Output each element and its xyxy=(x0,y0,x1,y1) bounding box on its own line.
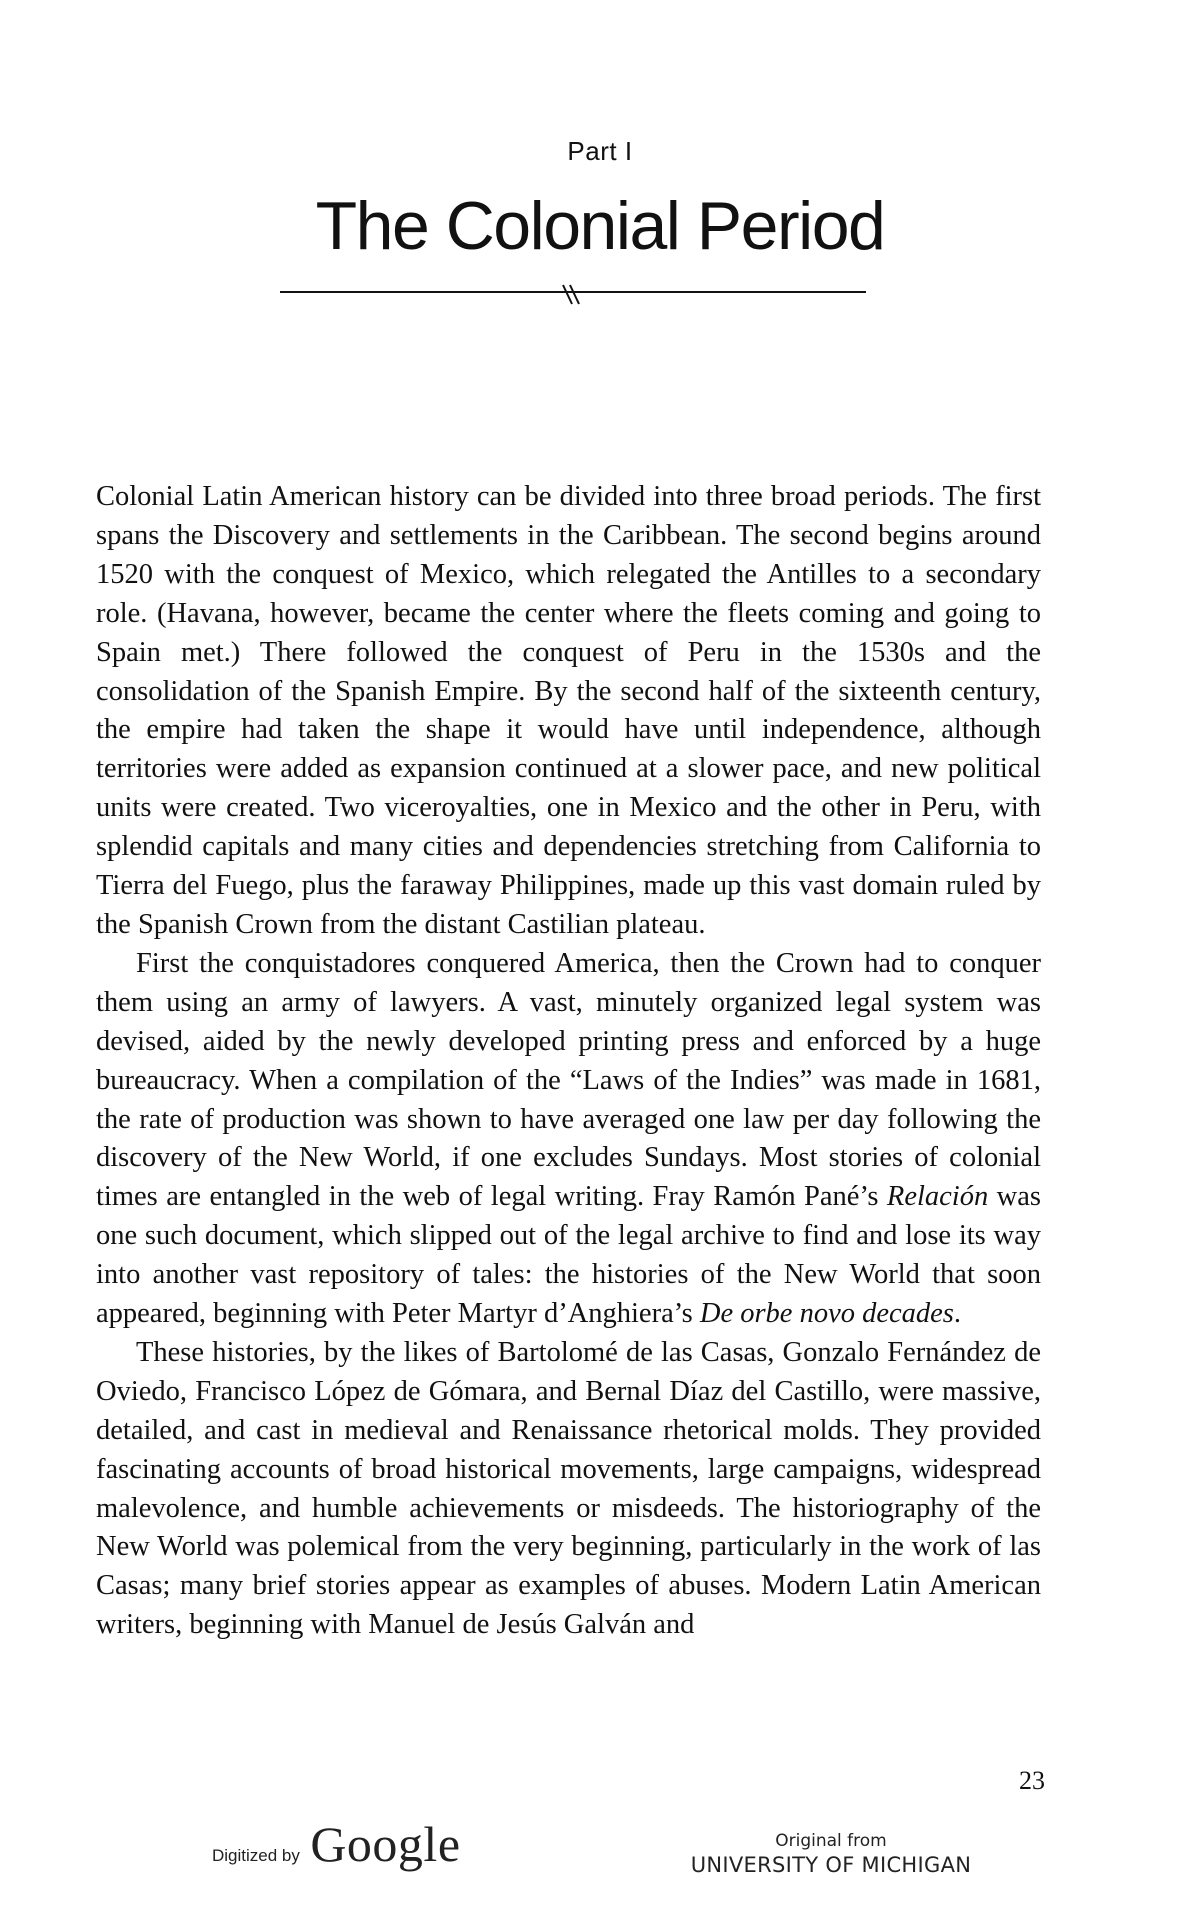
digitized-by-watermark xyxy=(212,1815,461,1873)
page-number: 23 xyxy=(1019,1766,1045,1795)
paragraph-3: These histories, by the likes of Bartolomé de las Casas, Gonzalo Fernández de Oviedo, Francisco López de Gómara, and Bernal Díaz del Castillo, were massive, detailed, and cast in medieval and Renaissance rhetorical molds. They provided fascinating accounts of broad historical movements, large campaigns, widespread malevolence, and humble achievements or misdeeds. The historiography of the New World was polemical from the very beginning, particularly in the work of las Casas; many brief stories appear as examples of abuses. Modern Latin American writers, beginning with Manuel de Jesús Galván and xyxy=(96,1336,1041,1641)
part-label: Part I xyxy=(567,136,633,166)
relacion-title: Relación xyxy=(886,1181,989,1213)
de-orbe-novo-title: De orbe novo decades xyxy=(699,1298,954,1330)
paragraph-2-part-b: was one such document, which slipped out of the legal archive to find and lose its way into another vast repository of tales: the histories of the New World that soon appeared, beginning with Peter Martyr d’Anghiera’s xyxy=(96,1181,1042,1330)
original-from-watermark xyxy=(686,1830,976,1878)
original-label: Original from xyxy=(775,1831,887,1851)
digitized-label: Digitized by xyxy=(212,1846,300,1865)
original-source: UNIVERSITY OF MICHIGAN xyxy=(690,1853,972,1877)
google-logo: Google xyxy=(310,1816,461,1872)
paragraph-2 xyxy=(96,945,1041,1334)
title-rule-ornament xyxy=(280,282,866,312)
part-title: The Colonial Period xyxy=(315,188,885,264)
paragraph-2-part-c: . xyxy=(953,1298,962,1330)
body-text xyxy=(96,478,1041,1645)
paragraph-1: Colonial Latin American history can be divided into three broad periods. The first spans the Discovery and settlements in the Caribbean. The second begins around 1520 with the conquest of Mexico, which relegated the Antilles to a secondary role. (Havana, however, became the center where the fleets coming and going to Spain met.) There followed the conquest of Peru in the 1530s and the consolidation of the Spanish Empire. By the second half of the sixteenth century, the empire had taken the shape it would have until independence, although territories were added as expansion continued at a slower pace, and new political units were created. Two viceroyalties, one in Mexico and the other in Peru, with splendid capitals and many cities and dependencies stretching from California to Tierra del Fuego, plus the faraway Philippines, made up this vast domain ruled by the Spanish Crown from the distant Castilian plateau. xyxy=(96,481,1041,940)
paragraph-2-part-a: First the conquistadores conquered America, then the Crown had to conquer them using an army of lawyers. A vast, minutely organized legal system was devised, aided by the newly developed printing press and enforced by a huge bureaucracy. When a compilation of the “Laws of the Indies” was made in 1681, the rate of production was shown to have averaged one law per day following the discovery of the New World, if one excludes Sundays. Most stories of colonial times are entangled in the web of legal writing. Fray Ramón Pané’s xyxy=(96,947,1041,1213)
